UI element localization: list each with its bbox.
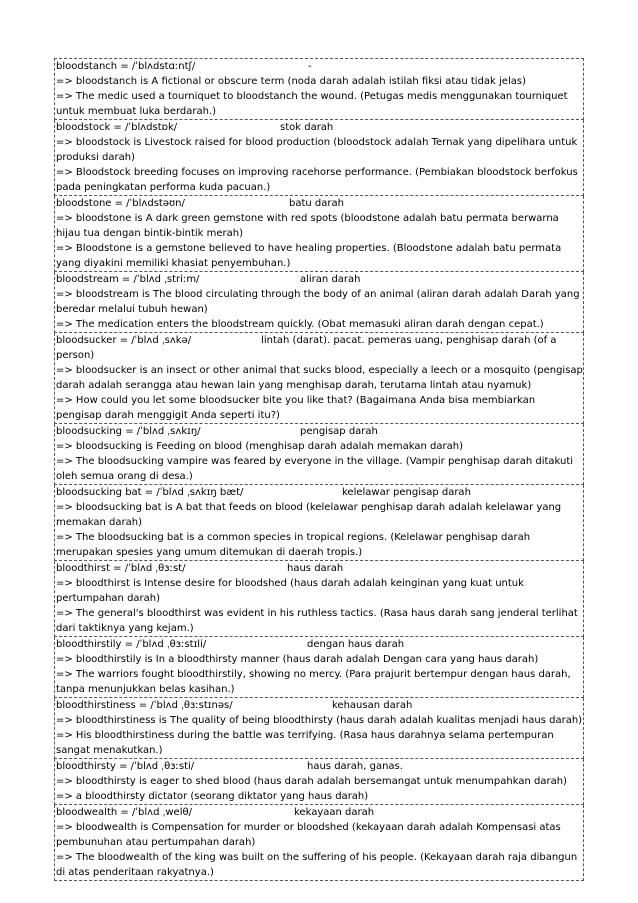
entry-definition: => bloodthirst is Intense desire for bloodshed (haus darah adalah keinginan yang kuat untuk pertumpahan darah): [56, 578, 524, 604]
entry: [54, 805, 584, 881]
entry-example: => The warriors fought bloodthirstily, showing no mercy. (Para prajurit bertempur dengan haus darah, tanpa menunjukkan belas kasihan.): [56, 669, 571, 695]
entry-definition: => bloodsucking is Feeding on blood (menghisap darah adalah memakan darah): [56, 441, 464, 452]
dictionary-document: [54, 58, 584, 881]
entry-headword: bloodstanch = /ˈblʌdstɑːntʃ/: [56, 61, 196, 72]
entry-header: [56, 637, 583, 652]
entry-header: [56, 196, 583, 211]
entry-header: [56, 561, 583, 576]
entry-translation: stok darah: [280, 122, 334, 133]
entry-definition: => bloodthirstily is In a bloodthirsty manner (haus darah adalah Dengan cara yang haus darah): [56, 654, 539, 665]
entry-header: [56, 120, 583, 135]
entry-translation: dengan haus darah: [307, 639, 405, 650]
entry-header: [56, 698, 583, 713]
entry: [54, 120, 584, 196]
entry-definition: => bloodstanch is A fictional or obscure term (noda darah adalah istilah fiksi atau tidak jelas): [56, 76, 526, 87]
entry-headword: bloodstone = /ˈblʌdstəʊn/: [56, 198, 185, 209]
entry-example: => The general's bloodthirst was evident in his ruthless tactics. (Rasa haus darah sang jenderal terlihat dari taktiknya yang kejam.): [56, 608, 578, 634]
entry-definition: => bloodsucker is an insect or other animal that sucks blood, especially a leech or a mosquito (pengisap darah adalah serangga atau hewan lain yang menghisap darah, terutama lintah atau nyamuk): [56, 365, 583, 391]
entry-example: => a bloodthirsty dictator (seorang diktator yang haus darah): [56, 791, 369, 802]
entry-translation: batu darah: [289, 198, 344, 209]
entry-headword: bloodthirsty = /ˈblʌd ˌθɜːsti/: [56, 761, 195, 772]
entry: [54, 637, 584, 698]
entry: [54, 196, 584, 272]
entry: [54, 333, 584, 424]
entry: [54, 58, 584, 120]
entry-header: [56, 805, 583, 820]
entry-definition: => bloodsucking bat is A bat that feeds on blood (kelelawar penghisap darah adalah kelelawar yang memakan darah): [56, 502, 562, 528]
entry-headword: bloodthirstiness = /ˈblʌd ˌθɜːstɪnəs/: [56, 700, 233, 711]
entry: [54, 561, 584, 637]
entry-translation: haus darah: [287, 563, 344, 574]
entry-example: => How could you let some bloodsucker bite you like that? (Bagaimana Anda bisa membiarkan pengisap darah menggigit Anda seperti itu?): [56, 395, 536, 421]
entry: [54, 272, 584, 333]
entry-definition: => bloodwealth is Compensation for murder or bloodshed (kekayaan darah adalah Kompensasi atas pembunuhan atau pertumpahan darah): [56, 822, 561, 848]
entry-headword: bloodsucking bat = /ˈblʌd ˌsʌkɪŋ bæt/: [56, 487, 244, 498]
entry-example: => The medication enters the bloodstream quickly. (Obat memasuki aliran darah dengan cepat.): [56, 319, 544, 330]
entry-headword: bloodsucking = /ˈblʌd ˌsʌkɪŋ/: [56, 426, 201, 437]
entry-example: => The bloodsucking vampire was feared by everyone in the village. (Vampir penghisap darah ditakuti oleh semua orang di desa.): [56, 456, 574, 482]
entry-headword: bloodthirst = /ˈblʌd ˌθɜːst/: [56, 563, 186, 574]
entry-example: => The bloodwealth of the king was built on the suffering of his people. (Kekayaan darah raja dibangun di atas penderitaan rakyatnya.): [56, 852, 578, 878]
entry-headword: bloodwealth = /ˈblʌd ˌwelθ/: [56, 807, 192, 818]
entry-translation: kehausan darah: [332, 700, 413, 711]
entry: [54, 698, 584, 759]
entry-definition: => bloodthirsty is eager to shed blood (haus darah adalah bersemangat untuk menumpahkan darah): [56, 776, 567, 787]
entry-example: => His bloodthirstiness during the battle was terrifying. (Rasa haus darahnya selama pertempuran sangat menakutkan.): [56, 730, 554, 756]
entry-translation: kelelawar pengisap darah: [342, 487, 471, 498]
entry: [54, 485, 584, 561]
entry-definition: => bloodstream is The blood circulating through the body of an animal (aliran darah adalah Darah yang beredar melalui tubuh hewan): [56, 289, 580, 315]
entry-translation: aliran darah: [300, 274, 361, 285]
entry: [54, 424, 584, 485]
entry-translation: kekayaan darah: [294, 807, 375, 818]
entry: [54, 759, 584, 805]
entry-translation: -: [308, 61, 312, 72]
entry-example: => The medic used a tourniquet to bloodstanch the wound. (Petugas medis menggunakan tourniquet untuk membuat luka berdarah.): [56, 91, 568, 117]
entry-definition: => bloodstone is A dark green gemstone with red spots (bloodstone adalah batu permata berwarna hijau tua dengan bintik-bintik merah): [56, 213, 559, 239]
entry-translation: haus darah, ganas.: [307, 761, 403, 772]
entry-example: => Bloodstock breeding focuses on improving racehorse performance. (Pembiakan bloodstock berfokus pada peningkatan performa kuda pacuan.): [56, 167, 578, 193]
entry-headword: bloodstock = /ˈblʌdstɒk/: [56, 122, 178, 133]
entry-header: [56, 485, 583, 500]
entry-headword: bloodthirstily = /ˈblʌd ˌθɜːstɪli/: [56, 639, 207, 650]
entry-header: [56, 759, 583, 774]
entry-translation: lintah (darat). pacat. pemeras uang, penghisap darah (of a person): [56, 335, 557, 361]
entry-translation: pengisap darah: [300, 426, 378, 437]
entry-headword: bloodsucker = /ˈblʌd ˌsʌkə/: [56, 335, 192, 346]
entry-header: [56, 272, 583, 287]
entry-definition: => bloodstock is Livestock raised for blood production (bloodstock adalah Ternak yang dipelihara untuk produksi darah): [56, 137, 578, 163]
entry-header: [56, 333, 583, 363]
entry-headword: bloodstream = /ˈblʌd ˌstriːm/: [56, 274, 200, 285]
entry-header: [56, 59, 583, 74]
entry-header: [56, 424, 583, 439]
entry-example: => Bloodstone is a gemstone believed to have healing properties. (Bloodstone adalah batu permata yang diyakini memiliki khasiat penyembuhan.): [56, 243, 562, 269]
entry-definition: => bloodthirstiness is The quality of being bloodthirsty (haus darah adalah kualitas menjadi haus darah): [56, 715, 583, 726]
entry-example: => The bloodsucking bat is a common species in tropical regions. (Kelelawar penghisap darah merupakan spesies yang umum ditemukan di daerah tropis.): [56, 532, 531, 558]
